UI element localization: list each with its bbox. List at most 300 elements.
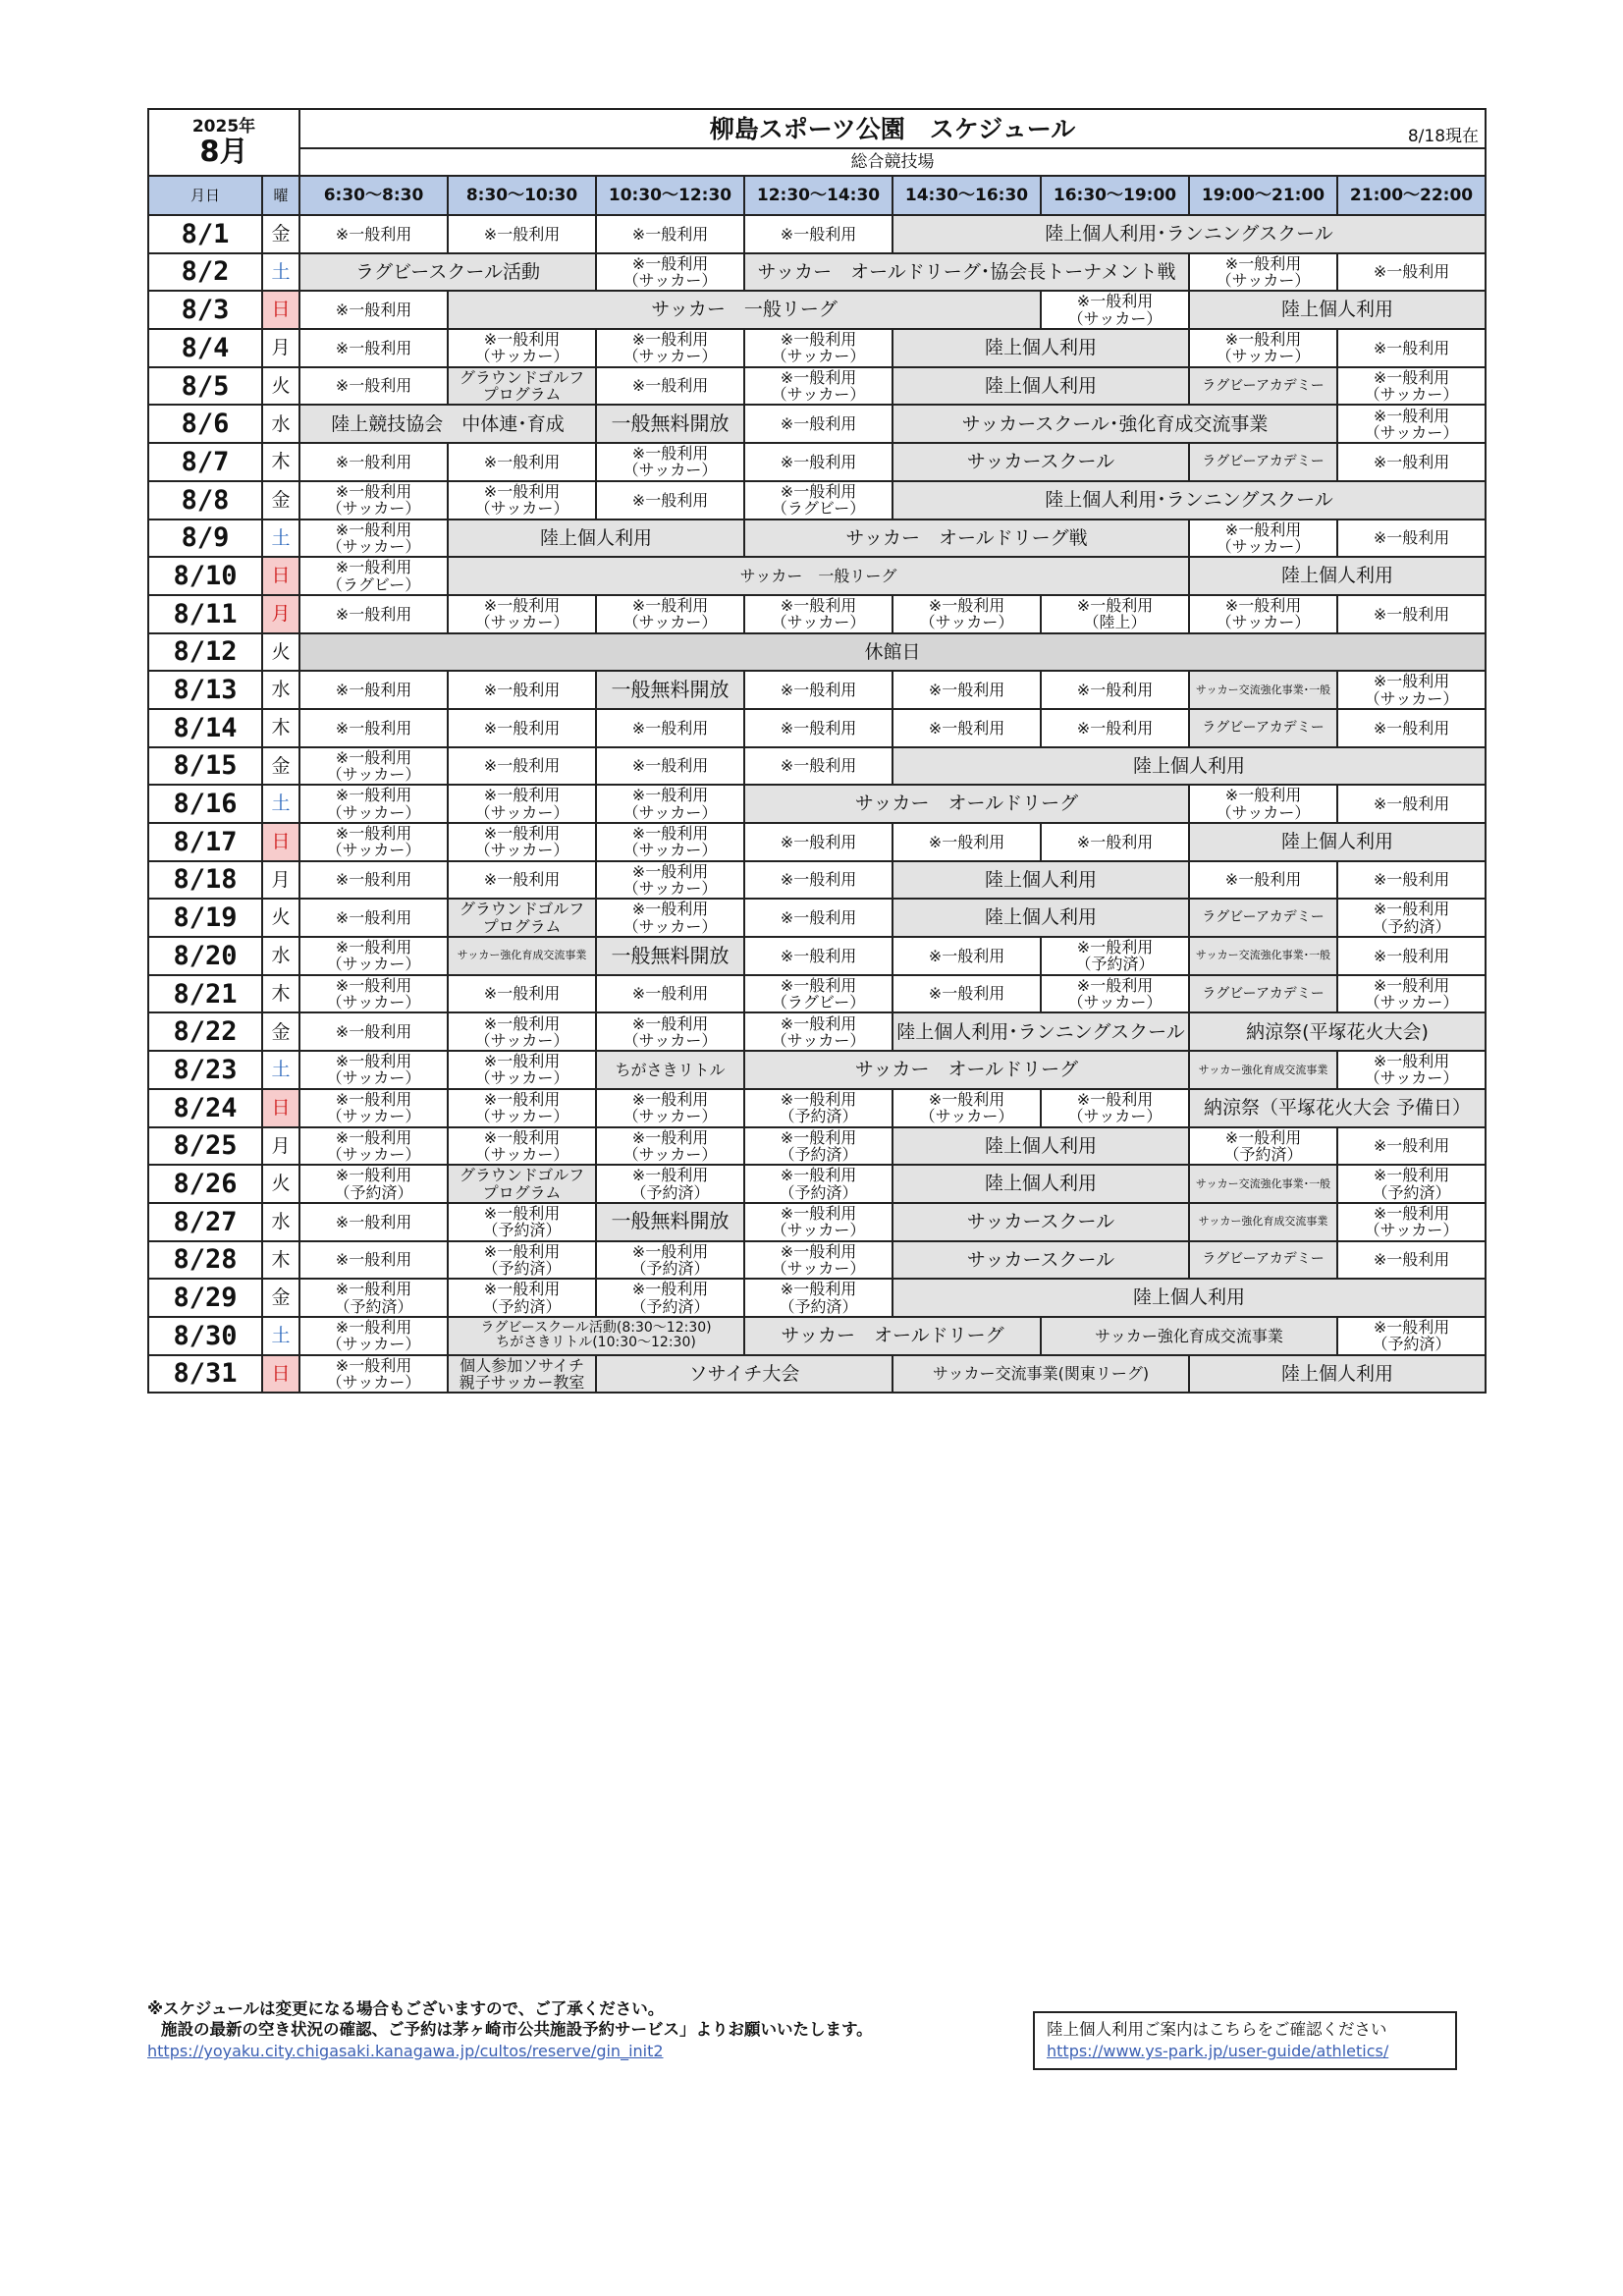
slot-cell: サッカー オールドリーグ xyxy=(744,1317,1041,1355)
schedule-row xyxy=(148,747,1486,786)
schedule-row xyxy=(148,823,1486,861)
slot-cell: ラグビーアカデミー xyxy=(1189,367,1337,406)
slot-cell: ※一般利用 （サッカー） xyxy=(299,1089,448,1127)
weekday-cell: 土 xyxy=(262,1051,299,1089)
slot-cell: ※一般利用 （ラグビー） xyxy=(744,975,893,1013)
weekday-cell: 日 xyxy=(262,1089,299,1127)
slot-cell: ※一般利用 xyxy=(893,937,1041,975)
closed-day-cell: 休館日 xyxy=(299,633,1486,672)
schedule-row xyxy=(148,367,1486,406)
slot-cell: ※一般利用 xyxy=(744,215,893,253)
slot-cell: ※一般利用 （サッカー） xyxy=(744,329,893,367)
schedule-row xyxy=(148,899,1486,937)
slot-cell: サッカー強化育成交流事業 xyxy=(1041,1317,1337,1355)
slot-cell: サッカー強化育成交流事業 xyxy=(1189,1051,1337,1089)
slot-cell: ラグビースクール活動(8:30～12:30) ちがさきリトル(10:30～12:30) xyxy=(448,1317,744,1355)
slot-cell: ※一般利用 （サッカー） xyxy=(1337,367,1486,406)
slot-cell: 陸上個人利用･ランニングスクール xyxy=(893,215,1486,253)
slot-cell: ※一般利用 （サッカー） xyxy=(448,1089,596,1127)
date-cell: 8/15 xyxy=(148,747,262,786)
slot-cell: ※一般利用 （サッカー） xyxy=(299,823,448,861)
weekday-cell: 金 xyxy=(262,1012,299,1051)
slot-cell: ※一般利用 xyxy=(299,709,448,747)
year-month-cell xyxy=(148,109,299,176)
slot-cell: ※一般利用 （予約済） xyxy=(744,1127,893,1166)
weekday-cell: 金 xyxy=(262,747,299,786)
schedule-row xyxy=(148,709,1486,747)
slot-cell: ※一般利用 xyxy=(596,481,744,519)
date-cell: 8/16 xyxy=(148,785,262,823)
slot-cell: グラウンドゴルフ プログラム xyxy=(448,899,596,937)
schedule-row xyxy=(148,1203,1486,1241)
slot-cell: ※一般利用 xyxy=(1041,823,1189,861)
slot-cell: ラグビーアカデミー xyxy=(1189,1241,1337,1280)
slot-cell: ※一般利用 xyxy=(299,443,448,481)
venue-label: 総合競技場 xyxy=(299,148,1486,176)
schedule-row xyxy=(148,253,1486,292)
slot-cell: ※一般利用 （サッカー） xyxy=(893,1089,1041,1127)
schedule-row xyxy=(148,329,1486,367)
col-dow-header: 曜 xyxy=(262,176,299,215)
slot-cell: ※一般利用 xyxy=(299,291,448,329)
date-cell: 8/26 xyxy=(148,1165,262,1203)
schedule-row xyxy=(148,861,1486,900)
col-slot-header: 12:30～14:30 xyxy=(744,176,893,215)
slot-cell: ※一般利用 xyxy=(299,1241,448,1280)
slot-cell: 陸上個人利用･ランニングスクール xyxy=(893,481,1486,519)
slot-cell: ※一般利用 （サッカー） xyxy=(596,861,744,900)
weekday-cell: 月 xyxy=(262,329,299,367)
slot-cell: ※一般利用 xyxy=(1041,671,1189,709)
slot-cell: 一般無料開放 xyxy=(596,937,744,975)
slot-cell: ※一般利用 （サッカー） xyxy=(1189,329,1337,367)
weekday-cell: 金 xyxy=(262,1279,299,1317)
slot-cell: ※一般利用 （サッカー） xyxy=(448,329,596,367)
slot-cell: ※一般利用 （予約済） xyxy=(1337,899,1486,937)
schedule-row xyxy=(148,481,1486,519)
weekday-cell: 月 xyxy=(262,1127,299,1166)
page-title: 柳島スポーツ公園 スケジュール xyxy=(709,114,1076,143)
venue-row xyxy=(148,148,1486,176)
slot-cell: ※一般利用 （サッカー） xyxy=(596,253,744,292)
slot-cell: ※一般利用 （サッカー） xyxy=(596,899,744,937)
col-slot-header: 8:30～10:30 xyxy=(448,176,596,215)
slot-cell: ※一般利用 xyxy=(893,709,1041,747)
slot-cell: ※一般利用 xyxy=(1337,519,1486,558)
col-slot-header: 19:00～21:00 xyxy=(1189,176,1337,215)
weekday-cell: 水 xyxy=(262,671,299,709)
date-cell: 8/1 xyxy=(148,215,262,253)
slot-cell: ※一般利用 （サッカー） xyxy=(299,747,448,786)
slot-cell: ソサイチ大会 xyxy=(596,1355,893,1394)
schedule-row xyxy=(148,1089,1486,1127)
slot-cell: ※一般利用 （サッカー） xyxy=(744,595,893,633)
slot-cell: ※一般利用 （サッカー） xyxy=(448,785,596,823)
date-cell: 8/18 xyxy=(148,861,262,900)
reservation-link[interactable]: https://yoyaku.city.chigasaki.kanagawa.jp/cultos/reserve/gin_init2 xyxy=(147,2042,664,2061)
date-cell: 8/6 xyxy=(148,405,262,443)
date-cell: 8/7 xyxy=(148,443,262,481)
slot-cell: ※一般利用 （サッカー） xyxy=(299,1127,448,1166)
slot-cell: ※一般利用 xyxy=(448,709,596,747)
slot-cell: ※一般利用 （サッカー） xyxy=(299,519,448,558)
slot-cell: ※一般利用 xyxy=(744,861,893,900)
year-label: 2025年 xyxy=(191,117,256,137)
slot-cell: ※一般利用 xyxy=(744,937,893,975)
slot-cell: ※一般利用 （サッカー） xyxy=(744,367,893,406)
schedule-body xyxy=(148,109,1486,1393)
schedule-row xyxy=(148,1012,1486,1051)
schedule-row xyxy=(148,975,1486,1013)
slot-cell: ※一般利用 xyxy=(1337,709,1486,747)
weekday-cell: 日 xyxy=(262,557,299,595)
date-cell: 8/20 xyxy=(148,937,262,975)
slot-cell: ※一般利用 xyxy=(596,975,744,1013)
slot-cell: サッカー交流強化事業･一般 xyxy=(1189,671,1337,709)
slot-cell: ※一般利用 xyxy=(299,1012,448,1051)
slot-cell: サッカー 一般リーグ xyxy=(448,557,1189,595)
schedule-row xyxy=(148,1241,1486,1280)
weekday-cell: 土 xyxy=(262,785,299,823)
slot-cell: サッカースクール xyxy=(893,1203,1189,1241)
col-date-header: 月日 xyxy=(148,176,262,215)
slot-cell: サッカースクール･強化育成交流事業 xyxy=(893,405,1337,443)
weekday-cell: 金 xyxy=(262,481,299,519)
slot-cell: 陸上個人利用 xyxy=(893,899,1189,937)
slot-cell: 陸上個人利用 xyxy=(893,1165,1189,1203)
slot-cell: ※一般利用 xyxy=(448,975,596,1013)
slot-cell: ※一般利用 xyxy=(448,215,596,253)
slot-cell: ※一般利用 xyxy=(448,671,596,709)
title-cell xyxy=(299,109,1486,148)
slot-cell: ※一般利用 （サッカー） xyxy=(1189,785,1337,823)
schedule-row xyxy=(148,519,1486,558)
date-cell: 8/29 xyxy=(148,1279,262,1317)
slot-cell: ※一般利用 （予約済） xyxy=(448,1203,596,1241)
as-of-label: 8/18現在 xyxy=(1407,126,1480,146)
slot-cell: ラグビーアカデミー xyxy=(1189,443,1337,481)
date-cell: 8/13 xyxy=(148,671,262,709)
slot-cell: ※一般利用 xyxy=(448,861,596,900)
slot-cell: ※一般利用 （サッカー） xyxy=(299,785,448,823)
date-cell: 8/21 xyxy=(148,975,262,1013)
slot-cell: ※一般利用 （サッカー） xyxy=(299,1317,448,1355)
date-cell: 8/30 xyxy=(148,1317,262,1355)
slot-cell: ※一般利用 （サッカー） xyxy=(299,1355,448,1394)
slot-cell: ※一般利用 （予約済） xyxy=(744,1279,893,1317)
slot-cell: ※一般利用 xyxy=(596,747,744,786)
slot-cell: ※一般利用 （サッカー） xyxy=(744,1203,893,1241)
slot-cell: ※一般利用 （サッカー） xyxy=(1041,975,1189,1013)
date-cell: 8/5 xyxy=(148,367,262,406)
slot-cell: ※一般利用 xyxy=(893,975,1041,1013)
date-cell: 8/24 xyxy=(148,1089,262,1127)
slot-cell: ※一般利用 （サッカー） xyxy=(299,937,448,975)
weekday-cell: 火 xyxy=(262,1165,299,1203)
slot-cell: ※一般利用 （予約済） xyxy=(744,1089,893,1127)
slot-cell: ※一般利用 xyxy=(299,215,448,253)
slot-cell: ※一般利用 xyxy=(1337,1241,1486,1280)
col-slot-header: 10:30～12:30 xyxy=(596,176,744,215)
slot-cell: ラグビーアカデミー xyxy=(1189,975,1337,1013)
slot-cell: 陸上個人利用･ランニングスクール xyxy=(893,1012,1189,1051)
slot-cell: ※一般利用 xyxy=(448,747,596,786)
slot-cell: ※一般利用 （サッカー） xyxy=(448,823,596,861)
weekday-cell: 木 xyxy=(262,1241,299,1280)
slot-cell: ※一般利用 xyxy=(299,671,448,709)
weekday-cell: 水 xyxy=(262,937,299,975)
slot-cell: ※一般利用 （ラグビー） xyxy=(299,557,448,595)
slot-cell: 納涼祭（平塚花火大会 予備日） xyxy=(1189,1089,1486,1127)
col-slot-header: 14:30～16:30 xyxy=(893,176,1041,215)
date-cell: 8/31 xyxy=(148,1355,262,1394)
slot-cell: ※一般利用 （サッカー） xyxy=(596,443,744,481)
slot-cell: 陸上個人利用 xyxy=(893,1279,1486,1317)
weekday-cell: 火 xyxy=(262,633,299,672)
note-reservation: 施設の最新の空き状況の確認、ご予約は茅ヶ崎市公共施設予約サービス」よりお願いいたします。 xyxy=(161,2019,873,2039)
date-cell: 8/12 xyxy=(148,633,262,672)
athletics-info-link[interactable]: https://www.ys-park.jp/user-guide/athletics/ xyxy=(1047,2042,1389,2061)
slot-cell: ※一般利用 （サッカー） xyxy=(744,1012,893,1051)
slot-cell: ※一般利用 xyxy=(1337,1127,1486,1166)
col-slot-header: 16:30～19:00 xyxy=(1041,176,1189,215)
schedule-row xyxy=(148,633,1486,672)
date-cell: 8/4 xyxy=(148,329,262,367)
date-cell: 8/10 xyxy=(148,557,262,595)
slot-cell: ※一般利用 （サッカー） xyxy=(1041,291,1189,329)
slot-cell: ※一般利用 （予約済） xyxy=(744,1165,893,1203)
slot-cell: ※一般利用 （サッカー） xyxy=(448,481,596,519)
weekday-cell: 水 xyxy=(262,405,299,443)
slot-cell: ※一般利用 （予約済） xyxy=(1041,937,1189,975)
note-change: ※スケジュールは変更になる場合もございますので、ご了承ください。 xyxy=(147,1999,665,2018)
slot-cell: 陸上個人利用 xyxy=(1189,291,1486,329)
slot-cell: 納涼祭(平塚花火大会) xyxy=(1189,1012,1486,1051)
slot-cell: ※一般利用 （予約済） xyxy=(596,1165,744,1203)
slot-cell: サッカー交流強化事業･一般 xyxy=(1189,937,1337,975)
slot-cell: ※一般利用 （サッカー） xyxy=(1337,975,1486,1013)
slot-cell: ※一般利用 （サッカー） xyxy=(596,329,744,367)
date-cell: 8/27 xyxy=(148,1203,262,1241)
date-cell: 8/19 xyxy=(148,899,262,937)
schedule-row xyxy=(148,671,1486,709)
date-cell: 8/22 xyxy=(148,1012,262,1051)
slot-cell: ※一般利用 （サッカー） xyxy=(448,1012,596,1051)
schedule-row xyxy=(148,1127,1486,1166)
slot-cell: サッカー オールドリーグ xyxy=(744,1051,1189,1089)
slot-cell: ※一般利用 （予約済） xyxy=(596,1279,744,1317)
weekday-cell: 木 xyxy=(262,709,299,747)
slot-cell: ※一般利用 xyxy=(596,215,744,253)
slot-cell: ※一般利用 xyxy=(744,709,893,747)
schedule-row xyxy=(148,1355,1486,1394)
athletics-info-box xyxy=(1033,2011,1457,2070)
slot-cell: サッカー オールドリーグ戦 xyxy=(744,519,1189,558)
slot-cell: ※一般利用 （予約済） xyxy=(299,1165,448,1203)
col-slot-header: 21:00～22:00 xyxy=(1337,176,1486,215)
slot-cell: ※一般利用 （サッカー） xyxy=(596,823,744,861)
date-cell: 8/8 xyxy=(148,481,262,519)
slot-cell: 陸上個人利用 xyxy=(1189,823,1486,861)
slot-cell: 陸上個人利用 xyxy=(893,861,1189,900)
weekday-cell: 日 xyxy=(262,823,299,861)
slot-cell: グラウンドゴルフ プログラム xyxy=(448,1165,596,1203)
slot-cell: ※一般利用 （サッカー） xyxy=(299,975,448,1013)
weekday-cell: 土 xyxy=(262,1317,299,1355)
slot-cell: ※一般利用 xyxy=(1189,861,1337,900)
schedule-row xyxy=(148,557,1486,595)
slot-cell: ※一般利用 xyxy=(299,329,448,367)
slot-cell: ※一般利用 xyxy=(744,823,893,861)
slot-cell: ※一般利用 （サッカー） xyxy=(1337,671,1486,709)
schedule-row xyxy=(148,595,1486,633)
slot-cell: サッカースクール xyxy=(893,443,1189,481)
date-cell: 8/23 xyxy=(148,1051,262,1089)
slot-cell: サッカー交流事業(関東リーグ) xyxy=(893,1355,1189,1394)
slot-cell: ※一般利用 xyxy=(1041,709,1189,747)
slot-cell: ※一般利用 （サッカー） xyxy=(596,785,744,823)
schedule-row xyxy=(148,1051,1486,1089)
column-header-row xyxy=(148,176,1486,215)
weekday-cell: 火 xyxy=(262,367,299,406)
slot-cell: ※一般利用 xyxy=(596,367,744,406)
schedule-row xyxy=(148,785,1486,823)
slot-cell: ※一般利用 xyxy=(1337,443,1486,481)
slot-cell: ※一般利用 xyxy=(299,1203,448,1241)
weekday-cell: 水 xyxy=(262,1203,299,1241)
slot-cell: サッカー強化育成交流事業 xyxy=(1189,1203,1337,1241)
slot-cell: ※一般利用 xyxy=(299,367,448,406)
slot-cell: ※一般利用 xyxy=(299,595,448,633)
slot-cell: 一般無料開放 xyxy=(596,405,744,443)
date-cell: 8/2 xyxy=(148,253,262,292)
slot-cell: 一般無料開放 xyxy=(596,1203,744,1241)
slot-cell: ※一般利用 （サッカー） xyxy=(1337,1203,1486,1241)
weekday-cell: 火 xyxy=(262,899,299,937)
schedule-row xyxy=(148,291,1486,329)
slot-cell: ※一般利用 （予約済） xyxy=(1189,1127,1337,1166)
weekday-cell: 土 xyxy=(262,253,299,292)
slot-cell: ※一般利用 xyxy=(1337,329,1486,367)
date-cell: 8/25 xyxy=(148,1127,262,1166)
slot-cell: ※一般利用 xyxy=(744,747,893,786)
slot-cell: サッカースクール xyxy=(893,1241,1189,1280)
weekday-cell: 木 xyxy=(262,975,299,1013)
date-cell: 8/28 xyxy=(148,1241,262,1280)
slot-cell: グラウンドゴルフ プログラム xyxy=(448,367,596,406)
slot-cell: ※一般利用 （陸上） xyxy=(1041,595,1189,633)
slot-cell: ※一般利用 （サッカー） xyxy=(1041,1089,1189,1127)
slot-cell: ※一般利用 （ラグビー） xyxy=(744,481,893,519)
athletics-info-text: 陸上個人利用ご案内はこちらをご確認ください xyxy=(1047,2020,1387,2039)
slot-cell: ※一般利用 xyxy=(1337,937,1486,975)
schedule-row xyxy=(148,443,1486,481)
schedule-row xyxy=(148,1317,1486,1355)
slot-cell: 陸上個人利用 xyxy=(893,747,1486,786)
slot-cell: ※一般利用 （サッカー） xyxy=(299,1051,448,1089)
slot-cell: ※一般利用 （サッカー） xyxy=(893,595,1041,633)
slot-cell: 陸上個人利用 xyxy=(1189,557,1486,595)
slot-cell: 陸上個人利用 xyxy=(448,519,744,558)
slot-cell: ※一般利用 xyxy=(299,899,448,937)
slot-cell: ラグビーアカデミー xyxy=(1189,709,1337,747)
col-slot-header: 6:30～8:30 xyxy=(299,176,448,215)
slot-cell: ※一般利用 xyxy=(744,899,893,937)
slot-cell: ※一般利用 xyxy=(1337,785,1486,823)
slot-cell: サッカー オールドリーグ･協会長トーナメント戦 xyxy=(744,253,1189,292)
slot-cell: ※一般利用 （予約済） xyxy=(299,1279,448,1317)
slot-cell: 一般無料開放 xyxy=(596,671,744,709)
slot-cell: ※一般利用 （サッカー） xyxy=(596,1127,744,1166)
slot-cell: 陸上個人利用 xyxy=(893,329,1189,367)
slot-cell: ※一般利用 （サッカー） xyxy=(299,481,448,519)
slot-cell: 陸上個人利用 xyxy=(893,367,1189,406)
slot-cell: 陸上個人利用 xyxy=(1189,1355,1486,1394)
slot-cell: 陸上競技協会 中体連･育成 xyxy=(299,405,596,443)
date-cell: 8/3 xyxy=(148,291,262,329)
weekday-cell: 日 xyxy=(262,1355,299,1394)
slot-cell: ※一般利用 （サッカー） xyxy=(448,1051,596,1089)
slot-cell: ※一般利用 xyxy=(596,709,744,747)
schedule-row xyxy=(148,1279,1486,1317)
slot-cell: ※一般利用 xyxy=(893,823,1041,861)
weekday-cell: 月 xyxy=(262,595,299,633)
weekday-cell: 木 xyxy=(262,443,299,481)
weekday-cell: 日 xyxy=(262,291,299,329)
slot-cell: ※一般利用 xyxy=(448,443,596,481)
slot-cell: ※一般利用 xyxy=(299,861,448,900)
date-cell: 8/14 xyxy=(148,709,262,747)
slot-cell: サッカー強化育成交流事業 xyxy=(448,937,596,975)
slot-cell: ※一般利用 （予約済） xyxy=(448,1241,596,1280)
slot-cell: ※一般利用 （予約済） xyxy=(448,1279,596,1317)
slot-cell: ※一般利用 xyxy=(1337,595,1486,633)
slot-cell: ※一般利用 （予約済） xyxy=(596,1241,744,1280)
slot-cell: ※一般利用 （サッカー） xyxy=(596,1012,744,1051)
slot-cell: ※一般利用 （サッカー） xyxy=(1189,519,1337,558)
month-label: 8月 xyxy=(199,134,248,168)
slot-cell: サッカー 一般リーグ xyxy=(448,291,1041,329)
slot-cell: ※一般利用 （サッカー） xyxy=(1189,595,1337,633)
slot-cell: ※一般利用 （サッカー） xyxy=(1337,405,1486,443)
date-cell: 8/9 xyxy=(148,519,262,558)
weekday-cell: 土 xyxy=(262,519,299,558)
date-cell: 8/11 xyxy=(148,595,262,633)
slot-cell: ラグビースクール活動 xyxy=(299,253,596,292)
slot-cell: ※一般利用 （予約済） xyxy=(1337,1317,1486,1355)
title-row xyxy=(148,109,1486,148)
slot-cell: ※一般利用 xyxy=(744,443,893,481)
slot-cell: ※一般利用 xyxy=(744,405,893,443)
schedule-row xyxy=(148,1165,1486,1203)
slot-cell: 個人参加ソサイチ 親子サッカー教室 xyxy=(448,1355,596,1394)
weekday-cell: 金 xyxy=(262,215,299,253)
slot-cell: ※一般利用 （サッカー） xyxy=(1189,253,1337,292)
slot-cell: ちがさきリトル xyxy=(596,1051,744,1089)
schedule-row xyxy=(148,215,1486,253)
slot-cell: ※一般利用 （サッカー） xyxy=(596,1089,744,1127)
footer-notes xyxy=(147,1999,1031,2061)
schedule-row xyxy=(148,937,1486,975)
slot-cell: 陸上個人利用 xyxy=(893,1127,1189,1166)
slot-cell: ※一般利用 （予約済） xyxy=(1337,1165,1486,1203)
date-cell: 8/17 xyxy=(148,823,262,861)
slot-cell: ※一般利用 xyxy=(744,671,893,709)
schedule-sheet xyxy=(147,108,1485,1394)
weekday-cell: 月 xyxy=(262,861,299,900)
slot-cell: サッカー交流強化事業･一般 xyxy=(1189,1165,1337,1203)
slot-cell: ※一般利用 （サッカー） xyxy=(448,1127,596,1166)
